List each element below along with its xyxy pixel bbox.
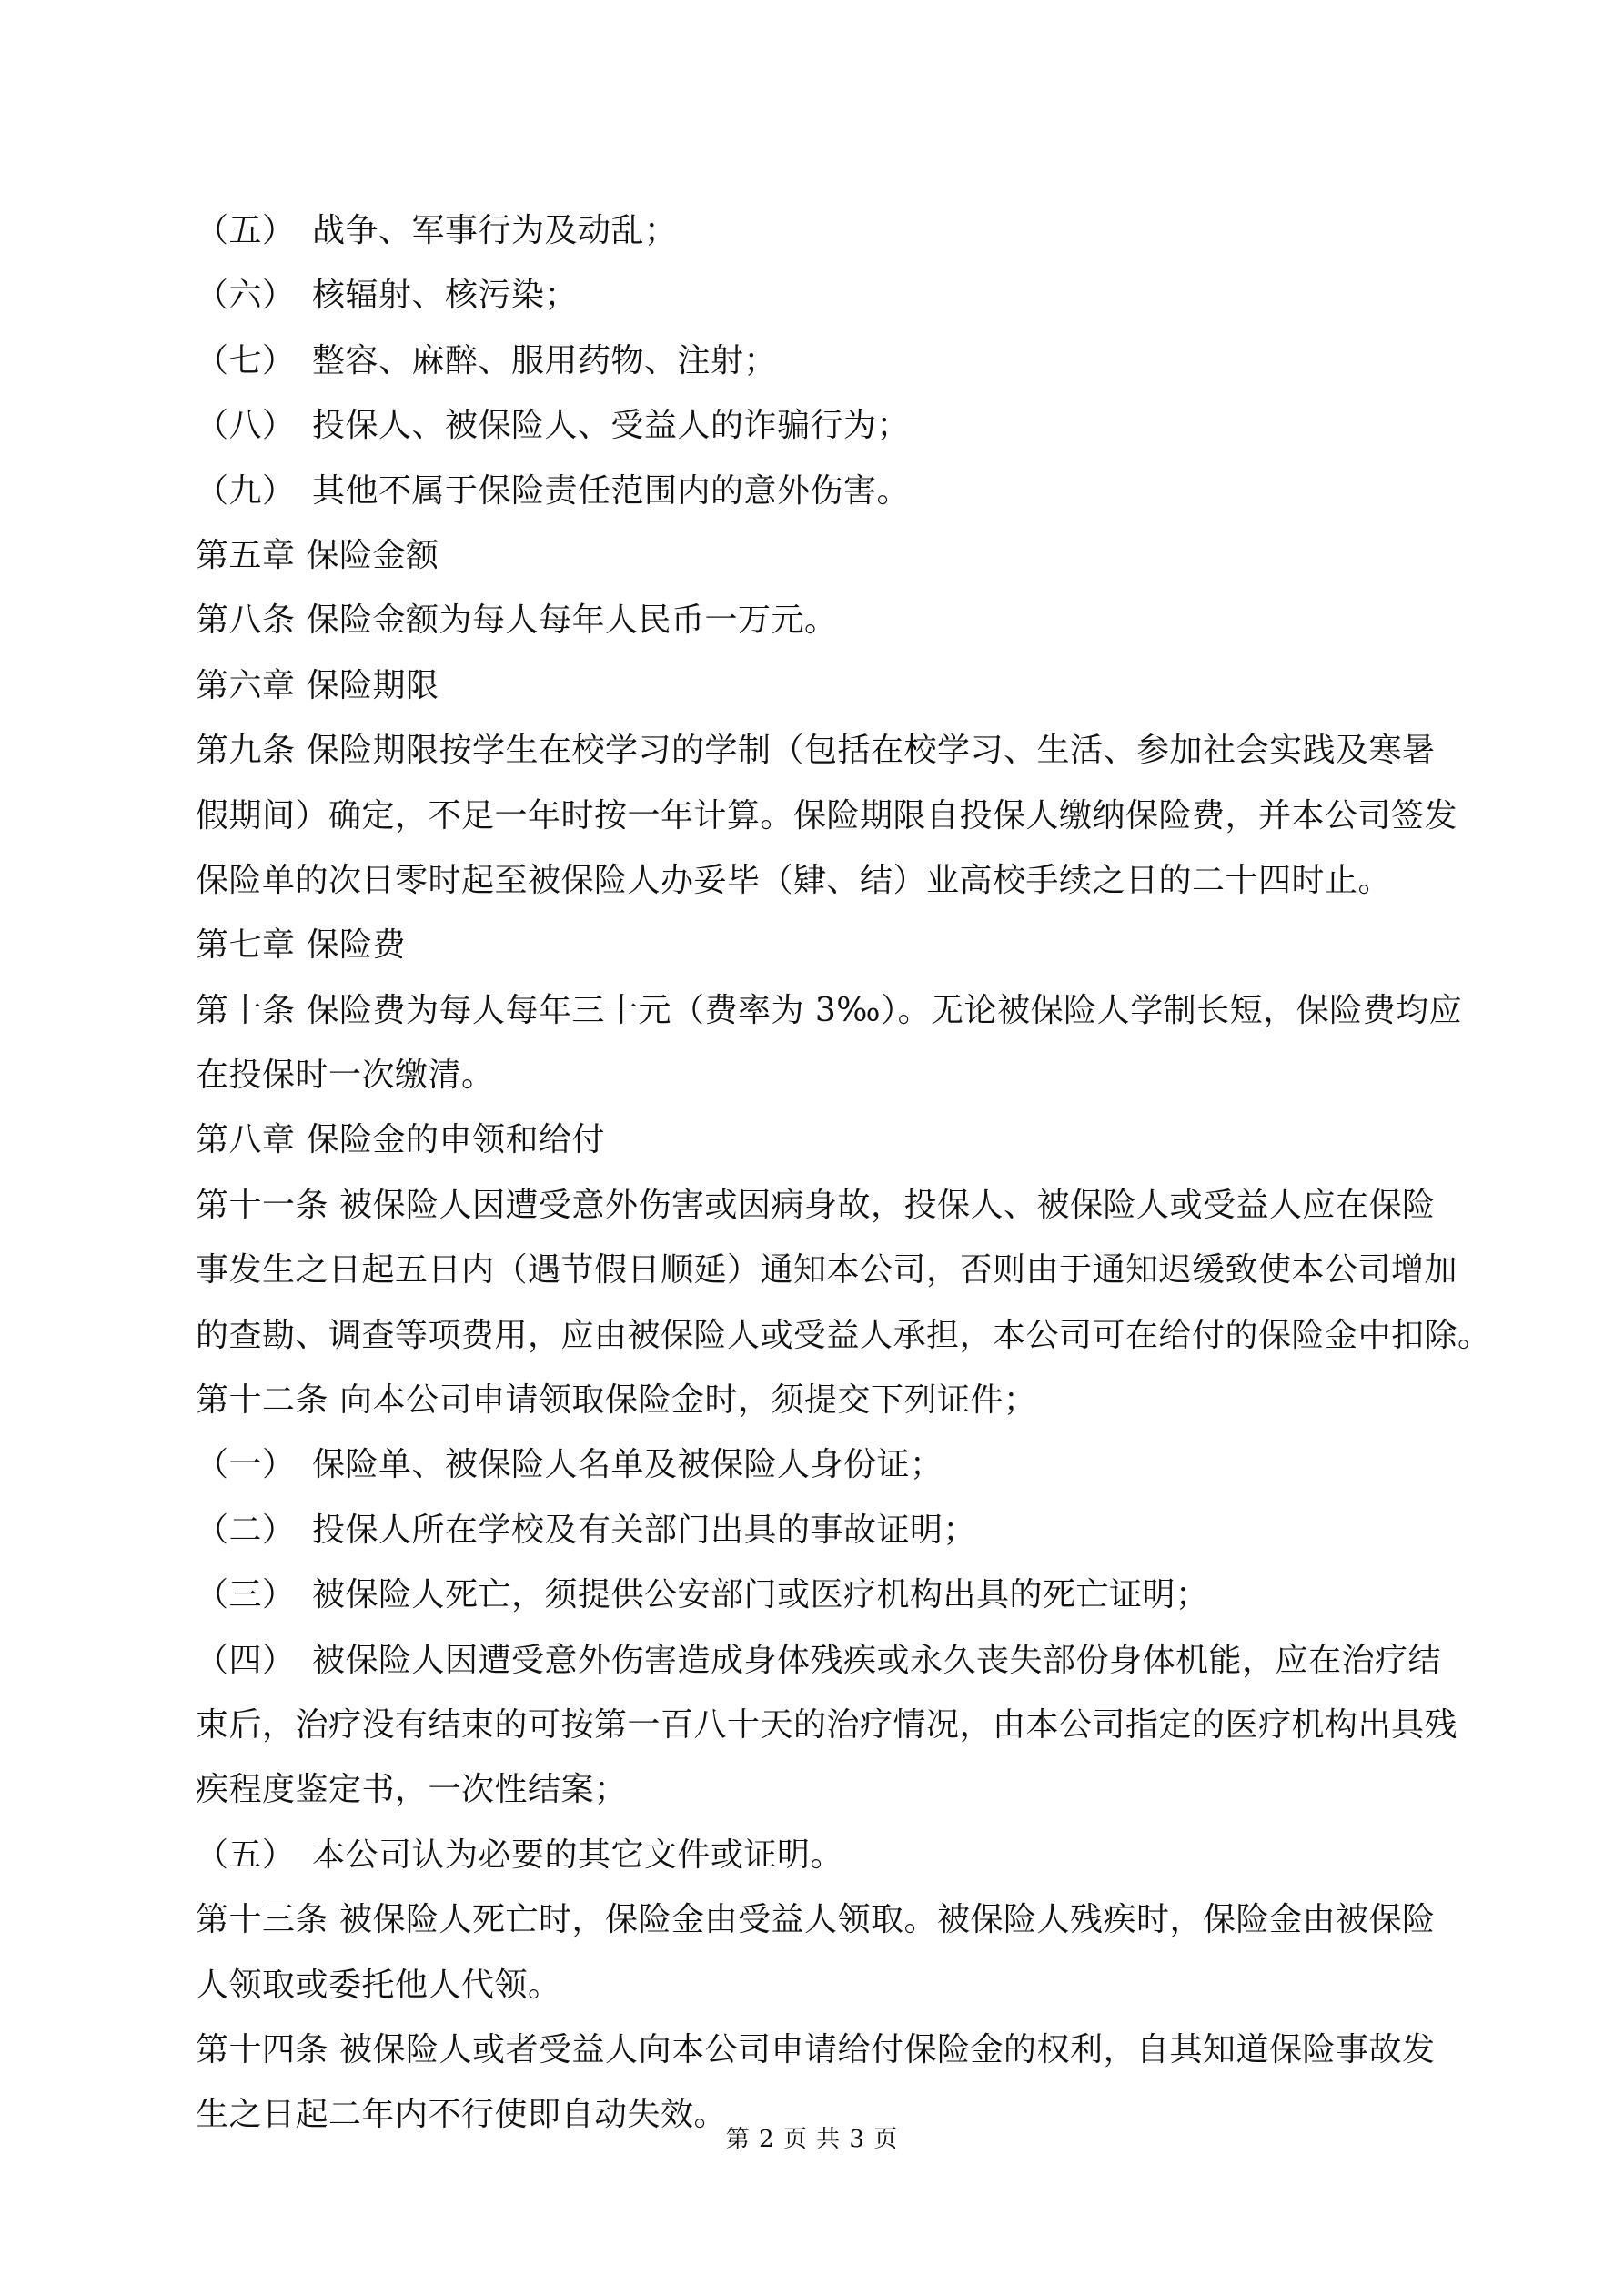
text-line [196, 1432, 1442, 1497]
line-text: 被保险人因遭受意外伤害造成身体残疾或永久丧失部份身体机能，应在治疗结 [312, 1641, 1442, 1679]
line-text: 束后，治疗没有结束的可按第一百八十天的治疗情况，由本公司指定的医疗机构出具残 [196, 1705, 1458, 1744]
article-line [196, 784, 1458, 848]
line-text: 第十二条 向本公司申请领取保险金时，须提交下列证件； [196, 1381, 1037, 1420]
article-line [196, 718, 1442, 783]
article-line [196, 1368, 1442, 1432]
line-text: 核辐射、核污染； [312, 277, 579, 315]
list-marker: （五） [196, 212, 296, 249]
line-text: 第七章 保险费 [196, 926, 406, 965]
text-line [196, 393, 1442, 458]
article-line [196, 2018, 1442, 2082]
list-marker: （三） [196, 1576, 296, 1614]
line-text: 本公司认为必要的其它文件或证明。 [312, 1836, 844, 1874]
line-text: 保险单的次日零时起至被保险人办妥毕（肄、结）业高校手续之日的二十四时止。 [196, 861, 1392, 899]
text-line [196, 1693, 1458, 1757]
line-text: 的查勘、调查等项费用，应由被保险人或受益人承担，本公司可在给付的保险金中扣除。 [196, 1316, 1491, 1354]
line-text: 疾程度鉴定书，一次性结案； [196, 1771, 628, 1809]
line-text: 整容、麻醉、服用药物、注射； [312, 341, 778, 379]
line-text: 第九条 保险期限按学生在校学习的学制（包括在校学习、生活、参加社会实践及寒暑 [196, 732, 1436, 770]
chapter-heading [196, 653, 1442, 718]
chapter-heading [196, 913, 1442, 977]
list-marker: （七） [196, 341, 296, 379]
line-text: 第五章 保险金额 [196, 536, 439, 574]
article-line [196, 588, 1442, 652]
list-marker: （六） [196, 277, 296, 315]
line-text: 第十一条 被保险人因遭受意外伤害或因病身故，投保人、被保险人或受益人应在保险 [196, 1186, 1436, 1224]
line-text: 战争、军事行为及动乱； [312, 212, 678, 249]
article-line [196, 1238, 1458, 1302]
line-text: 第八条 保险金额为每人每年人民币一万元。 [196, 602, 838, 640]
line-text: 第八章 保险金的申领和给付 [196, 1121, 605, 1159]
article-line [196, 978, 1463, 1043]
list-marker: （五） [196, 1836, 296, 1874]
document-body [196, 198, 1491, 2148]
line-text: 在投保时一次缴清。 [196, 1057, 495, 1095]
article-line [196, 1173, 1442, 1238]
text-line [196, 329, 1442, 393]
article-line [196, 1043, 1442, 1108]
page-footer: 第 2 页 共 3 页 [725, 2126, 899, 2153]
list-marker: （八） [196, 407, 296, 445]
article-line [196, 848, 1442, 913]
line-text: 第十三条 被保险人死亡时，保险金由受益人领取。被保险人残疾时，保险金由被保险 [196, 1901, 1436, 1939]
line-text: 其他不属于保险责任范围内的意外伤害。 [312, 471, 911, 510]
line-text: 投保人、被保险人、受益人的诈骗行为； [312, 407, 911, 445]
text-line [196, 1823, 1442, 1887]
list-marker: （二） [196, 1511, 296, 1549]
line-text: 第十条 保险费为每人每年三十元（费率为 3‰）。无论被保险人学制长短，保险费均应 [196, 991, 1463, 1029]
text-line [196, 263, 1442, 328]
chapter-heading [196, 1108, 1442, 1172]
text-line [196, 459, 1442, 523]
text-line [196, 198, 1442, 263]
text-line [196, 1563, 1442, 1627]
line-text: 人领取或委托他人代领。 [196, 1966, 561, 2004]
line-text: 投保人所在学校及有关部门出具的事故证明； [312, 1511, 977, 1549]
line-text: 假期间）确定，不足一年时按一年计算。保险期限自投保人缴纳保险费，并本公司签发 [196, 796, 1458, 834]
article-line [196, 1953, 1442, 2018]
list-marker: （四） [196, 1641, 296, 1679]
line-text: 保险单、被保险人名单及被保险人身份证； [312, 1446, 943, 1484]
text-line [196, 1628, 1442, 1693]
list-marker: （九） [196, 471, 296, 510]
line-text: 第十四条 被保险人或者受益人向本公司申请给付保险金的权利，自其知道保险事故发 [196, 2030, 1436, 2068]
list-marker: （一） [196, 1446, 296, 1484]
article-line [196, 1887, 1442, 1952]
text-line [196, 1498, 1442, 1563]
line-text: 被保险人死亡，须提供公安部门或医疗机构出具的死亡证明； [312, 1576, 1209, 1614]
line-text: 第六章 保险期限 [196, 666, 439, 704]
text-line [196, 1757, 1442, 1822]
line-text: 生之日起二年内不行使即自动失效。 [196, 2096, 728, 2134]
chapter-heading [196, 523, 1442, 588]
line-text: 事发生之日起五日内（遇节假日顺延）通知本公司，否则由于通知迟缓致使本公司增加 [196, 1251, 1458, 1290]
article-line [196, 1303, 1491, 1368]
